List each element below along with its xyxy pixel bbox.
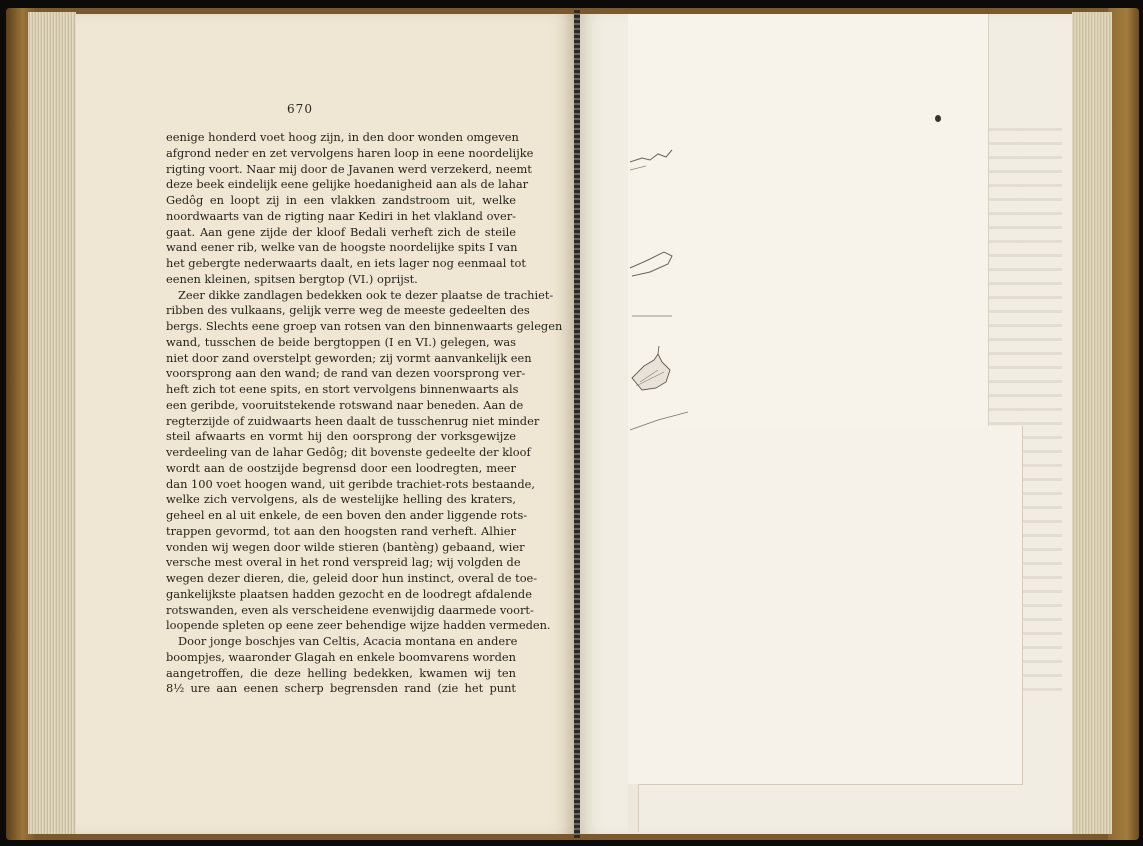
text-line: rotswanden, even als verscheidene evenwijdig daarmede voort- bbox=[166, 602, 534, 617]
text-line: Zeer dikke zandlagen bedekken ook te dezer plaatse de trachiet- bbox=[178, 287, 554, 302]
text-line: wordt aan de oostzijde begrensd door een loodregten, meer bbox=[166, 460, 516, 475]
text-line: rigting voort. Naar mij door de Javanen werd verzekerd, neemt bbox=[166, 161, 532, 176]
text-line: loopende spleten op eene zeer behendige wijze hadden vermeden. bbox=[166, 618, 551, 633]
text-line: wand eener rib, welke van de hoogste noordelijke spits I van bbox=[166, 240, 518, 255]
right-cover-edge bbox=[1108, 8, 1139, 840]
text-line: welke zich vervolgens, als de westelijke helling des kraters, bbox=[166, 492, 516, 507]
text-line: bergs. Slechts eene groep van rotsen van den binnenwaarts gelegen bbox=[166, 319, 563, 333]
text-line: heft zich tot eene spits, en stort vervolgens binnenwaarts als bbox=[166, 382, 519, 396]
text-line: voorsprong aan den wand; de rand van dezen voorsprong ver- bbox=[166, 366, 526, 381]
text-line: verdeeling van de lahar Gedôg; dit bovenste gedeelte der kloof bbox=[166, 445, 531, 459]
text-line: deze beek eindelijk eene gelijke hoedanigheid aan als de lahar bbox=[166, 177, 529, 192]
text-line: dan 100 voet hoogen wand, uit geribde trachiet-rots bestaande, bbox=[166, 476, 536, 491]
text-line: het gebergte nederwaarts daalt, en iets lager nog eenmaal tot bbox=[166, 256, 526, 270]
text-line: wegen dezer dieren, die, geleid door hun instinct, overal de toe- bbox=[166, 571, 538, 585]
text-line: aangetroffen, die deze helling bedekken, kwamen wij ten bbox=[166, 665, 516, 680]
text-line: eenige honderd voet hoog zijn, in den door wonden omgeven bbox=[166, 130, 519, 144]
text-line: niet door zand overstelpt geworden; zij vormt aanvankelijk een bbox=[166, 350, 532, 365]
text-line: Gedôg en loopt zij in een vlakken zandstroom uit, welke bbox=[166, 193, 516, 207]
text-line: trappen gevormd, tot aan den hoogsten rand verheft. Alhier bbox=[166, 523, 516, 538]
right-page-edges bbox=[1072, 12, 1112, 834]
folded-plate-lower bbox=[628, 426, 1023, 785]
text-line: versche mest overal in het rond verspreid lag; wij volgden de bbox=[166, 555, 521, 570]
text-line: noordwaarts van de rigting naar Kediri in het vlakland over- bbox=[166, 208, 516, 223]
text-line: eenen kleinen, spitsen bergtop (VI.) oprijst. bbox=[166, 271, 418, 286]
text-line: geheel en al uit enkele, de een boven den ander liggende rots- bbox=[166, 508, 528, 522]
text-line: vonden wij wegen door wilde stieren (bantèng) gebaand, wier bbox=[166, 539, 525, 554]
page-body-text bbox=[166, 130, 563, 697]
page-number: 670 bbox=[287, 102, 313, 116]
text-line: regterzijde of zuidwaarts heen daalt de tusschenrug niet minder bbox=[166, 413, 540, 428]
text-line: boompjes, waaronder Glagah en enkele boomvarens worden bbox=[166, 649, 516, 664]
text-line: afgrond neder en zet vervolgens haren loop in eene noordelijke bbox=[166, 145, 534, 160]
mountain-sketch bbox=[628, 140, 708, 440]
folded-plate-strip bbox=[628, 784, 639, 832]
text-line: ribben des vulkaans, gelijk verre weg de meeste gedeelten des bbox=[166, 303, 530, 318]
text-line: wand, tusschen de beide bergtoppen (I en VI.) gelegen, was bbox=[166, 334, 516, 349]
left-page-edges bbox=[28, 12, 76, 834]
text-line: 8½ ure aan eenen scherp begrensden rand (zie het punt bbox=[166, 681, 516, 696]
text-line: een geribde, vooruitstekende rotswand naar beneden. Aan de bbox=[166, 397, 524, 412]
text-line: gankelijkste plaatsen hadden gezocht en de loodregt afdalende bbox=[166, 586, 532, 601]
ink-mark bbox=[935, 115, 941, 122]
text-line: Door jonge boschjes van Celtis, Acacia montana en andere bbox=[178, 634, 518, 648]
text-line: steil afwaarts en vormt hij den oorsprong der vorksgewijze bbox=[166, 429, 516, 444]
text-line: gaat. Aan gene zijde der kloof Bedali verheft zich de steile bbox=[166, 224, 516, 239]
